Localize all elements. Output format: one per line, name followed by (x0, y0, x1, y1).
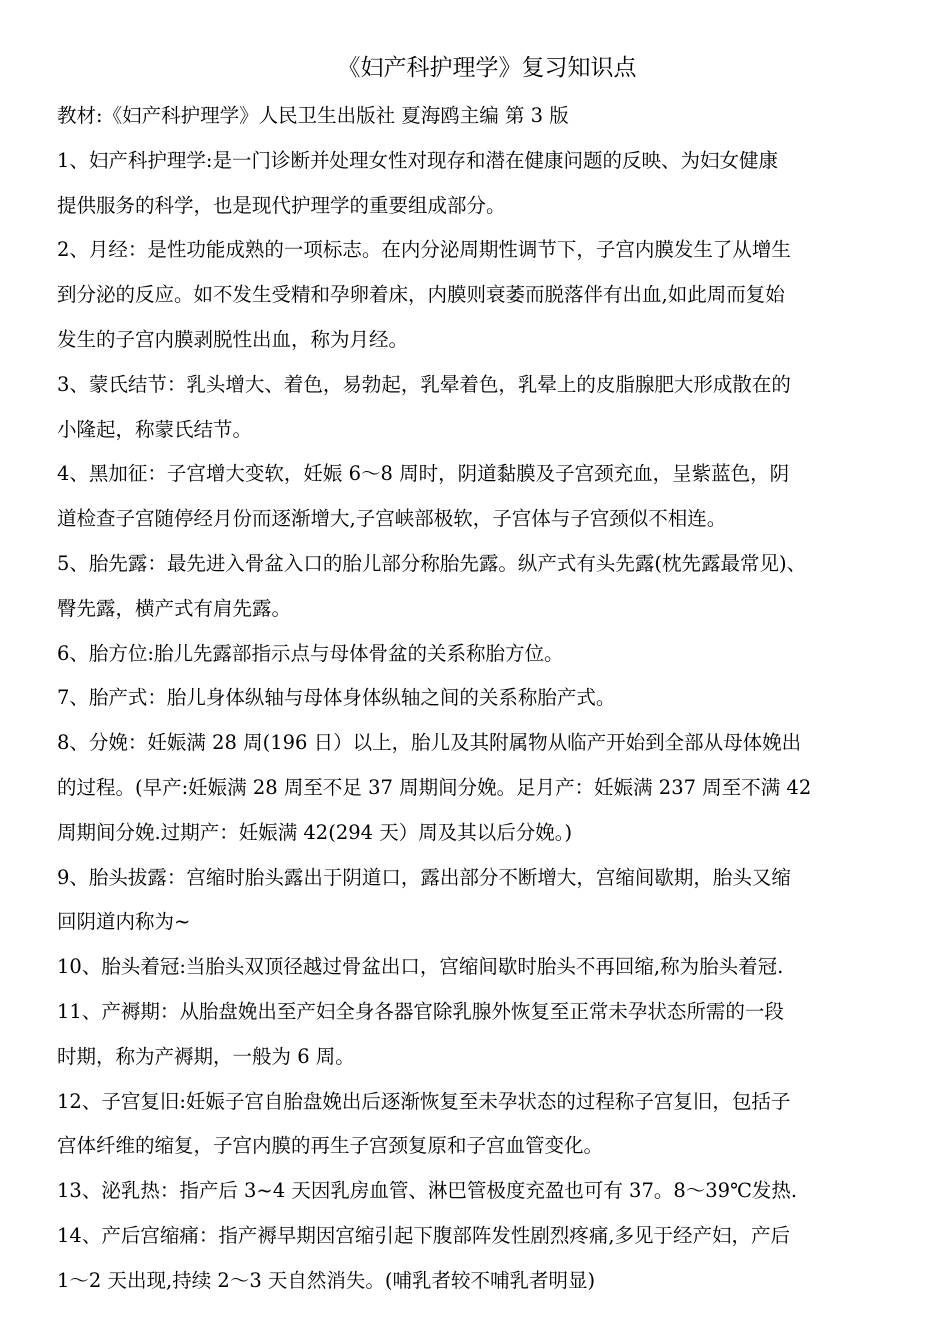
text-line: 6、胎方位:胎儿先露部指示点与母体骨盆的关系称胎方位。 (57, 641, 564, 665)
document-body (57, 94, 897, 1304)
text-line: 11、产褥期：从胎盘娩出至产妇全身各器官除乳腺外恢复至正常未孕状态所需的一段 (57, 999, 784, 1023)
text-line: 周期间分娩.过期产：妊娠满 42(294 天）周及其以后分娩。) (57, 820, 573, 844)
text-line: 4、黑加征：子宫增大变软，妊娠 6～8 周时，阴道黏膜及子宫颈充血，呈紫蓝色，阴 (57, 462, 790, 486)
text-line: 10、胎头着冠:当胎头双顶径越过骨盆出口，宫缩间歇时胎头不再回缩,称为胎头着冠. (57, 955, 784, 979)
text-line: 8、分娩：妊娠满 28 周(196 日）以上，胎儿及其附属物从临产开始到全部从母体娩出 (57, 731, 802, 755)
text-line: 发生的子宫内膜剥脱性出血，称为月经。 (57, 327, 409, 351)
text-line: 1、妇产科护理学:是一门诊断并处理女性对现存和潜在健康问题的反映、为妇女健康 (57, 148, 778, 172)
text-line: 到分泌的反应。如不发生受精和孕卵着床，内膜则衰萎而脱落伴有出血,如此周而复始 (57, 283, 785, 307)
text-line: 回阴道内称为~ (57, 910, 191, 934)
text-line: 小隆起，称蒙氏结节。 (57, 417, 253, 441)
text-line: 2、月经：是性功能成熟的一项标志。在内分泌周期性调节下，子宫内膜发生了从增生 (57, 238, 791, 262)
text-line: 宫体纤维的缩复，子宫内膜的再生子宫颈复原和子宫血管变化。 (57, 1134, 604, 1158)
text-line: 教材:《妇产科护理学》人民卫生出版社 夏海鸥主编 第 3 版 (57, 104, 569, 127)
text-line: 3、蒙氏结节：乳头增大、着色，易勃起，乳晕着色，乳晕上的皮脂腺肥大形成散在的 (57, 372, 791, 396)
text-line: 7、胎产式：胎儿身体纵轴与母体身体纵轴之间的关系称胎产式。 (57, 686, 616, 710)
document-page (57, 48, 897, 1304)
text-line: 9、胎头拔露：宫缩时胎头露出于阴道口，露出部分不断增大，宫缩间歇期，胎头又缩 (57, 865, 791, 889)
document-title: 《妇产科护理学》复习知识点 (337, 55, 637, 81)
text-line: 道检查子宫随停经月份而逐渐增大,子宫峡部极软，子宫体与子宫颈似不相连。 (57, 507, 727, 531)
text-line: 时期，称为产褥期，一般为 6 周。 (57, 1044, 355, 1068)
text-line: 臀先露，横产式有肩先露。 (57, 596, 292, 620)
text-line: 14、产后宫缩痛：指产褥早期因宫缩引起下腹部阵发性剧烈疼痛,多见于经产妇，产后 (57, 1223, 791, 1247)
text-line: 12、子宫复旧:妊娠子宫自胎盘娩出后逐渐恢复至未孕状态的过程称子宫复旧，包括子 (57, 1089, 791, 1113)
text-line: 的过程。(早产:妊娠满 28 周至不足 37 周期间分娩。足月产：妊娠满 237 周至不满 42 (57, 775, 812, 799)
text-line: 1～2 天出现,持续 2～3 天自然消失。(哺乳者较不哺乳者明显) (57, 1268, 596, 1292)
text-line: 提供服务的科学，也是现代护理学的重要组成部分。 (57, 193, 506, 217)
text-line: 13、泌乳热：指产后 3~4 天因乳房血管、淋巴管极度充盈也可有 37。8～39℃发热. (57, 1179, 798, 1203)
text-line: 5、胎先露：最先进入骨盆入口的胎儿部分称胎先露。纵产式有头先露(枕先露最常见)、 (57, 551, 807, 575)
